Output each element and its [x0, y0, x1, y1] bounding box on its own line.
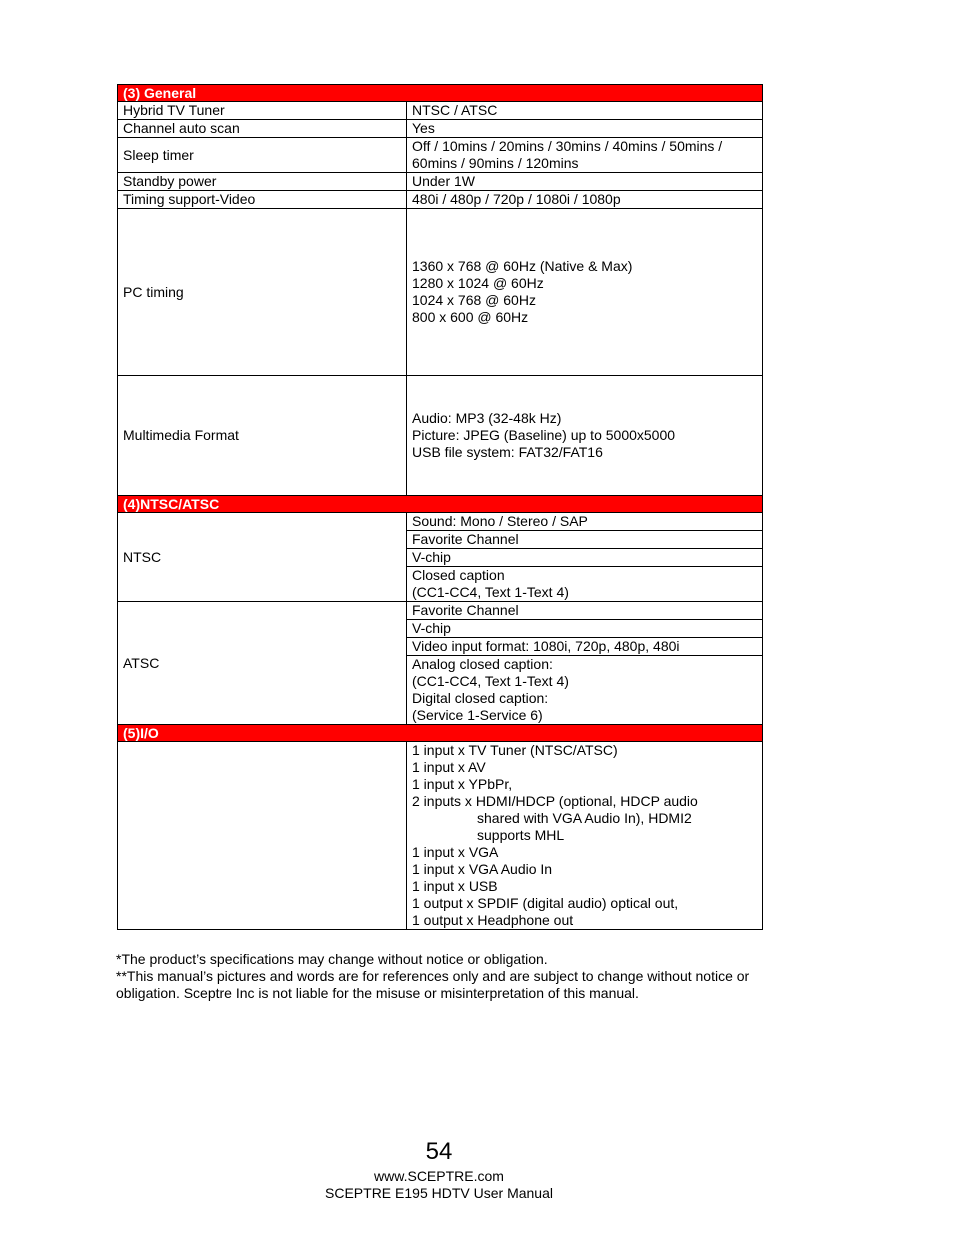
spec-label: Hybrid TV Tuner	[118, 102, 407, 120]
spec-row	[118, 138, 763, 173]
spec-row	[118, 742, 763, 930]
section-title: (4)NTSC/ATSC	[118, 496, 763, 513]
spec-value: 480i / 480p / 720p / 1080i / 1080p	[407, 191, 763, 209]
spec-row	[118, 120, 763, 138]
spec-value: Video input format: 1080i, 720p, 480p, 480i	[407, 638, 763, 656]
disclaimer-note: **This manual’s pictures and words are for references only and are subject to change without notice or obligation. Sceptre Inc is not liable for the misuse or misinterpretation of this manual.	[116, 968, 750, 1001]
spec-value: Analog closed caption: (CC1-CC4, Text 1-Text 4) Digital closed caption: (Service 1-Service 6)	[407, 656, 763, 725]
section-title: (3) General	[118, 85, 763, 102]
spec-row	[118, 602, 763, 620]
io-line: 1 input x TV Tuner (NTSC/ATSC)	[412, 742, 618, 758]
spec-value: Audio: MP3 (32-48k Hz) Picture: JPEG (Baseline) up to 5000x5000 USB file system: FAT32/FAT16	[407, 376, 763, 496]
io-line: 1 input x VGA Audio In	[412, 861, 553, 877]
spec-label: PC timing	[118, 209, 407, 376]
spec-table	[117, 84, 763, 930]
spec-label-empty	[118, 742, 407, 930]
spec-value: V-chip	[407, 549, 763, 567]
io-line: 1 output x Headphone out	[412, 912, 574, 928]
spec-value: 1360 x 768 @ 60Hz (Native & Max) 1280 x 1024 @ 60Hz 1024 x 768 @ 60Hz 800 x 600 @ 60Hz	[407, 209, 763, 376]
spec-value: V-chip	[407, 620, 763, 638]
io-line: 1 input x AV	[412, 759, 486, 775]
section-header-general	[118, 85, 763, 102]
spec-label: Multimedia Format	[118, 376, 407, 496]
spec-value: Favorite Channel	[407, 531, 763, 549]
io-line: 1 input x VGA	[412, 844, 499, 860]
spec-value: Under 1W	[407, 173, 763, 191]
io-line: shared with VGA Audio In), HDMI2	[477, 810, 692, 826]
section-header-ntsc-atsc	[118, 496, 763, 513]
io-list	[407, 742, 763, 930]
disclaimer-note: *The product’s specifications may change without notice or obligation.	[116, 951, 548, 967]
section-header-io	[118, 725, 763, 742]
io-line: supports MHL	[477, 827, 565, 843]
spec-label: Timing support-Video	[118, 191, 407, 209]
section-title: (5)I/O	[118, 725, 763, 742]
spec-value: Off / 10mins / 20mins / 30mins / 40mins / 50mins / 60mins / 90mins / 120mins	[407, 138, 763, 173]
spec-value: Closed caption (CC1-CC4, Text 1-Text 4)	[407, 567, 763, 602]
spec-value: NTSC / ATSC	[407, 102, 763, 120]
disclaimer-notes	[116, 951, 766, 1002]
footer-manual-title: SCEPTRE E195 HDTV User Manual	[325, 1185, 553, 1201]
io-line: 2 inputs x HDMI/HDCP (optional, HDCP audio	[412, 793, 698, 809]
spec-label: Channel auto scan	[118, 120, 407, 138]
spec-value: Favorite Channel	[407, 602, 763, 620]
spec-row	[118, 209, 763, 376]
spec-row	[118, 513, 763, 531]
spec-row	[118, 191, 763, 209]
io-line: 1 input x YPbPr,	[412, 776, 513, 792]
spec-row	[118, 376, 763, 496]
spec-row	[118, 173, 763, 191]
spec-label: Sleep timer	[118, 138, 407, 173]
io-line: 1 input x USB	[412, 878, 498, 894]
footer-website: www.SCEPTRE.com	[374, 1168, 504, 1184]
spec-value: Sound: Mono / Stereo / SAP	[407, 513, 763, 531]
spec-value: Yes	[407, 120, 763, 138]
spec-label: Standby power	[118, 173, 407, 191]
spec-label-atsc: ATSC	[118, 602, 407, 725]
io-line: 1 output x SPDIF (digital audio) optical out,	[412, 895, 679, 911]
page-number: 54	[425, 1138, 453, 1165]
spec-row	[118, 102, 763, 120]
spec-label-ntsc: NTSC	[118, 513, 407, 602]
